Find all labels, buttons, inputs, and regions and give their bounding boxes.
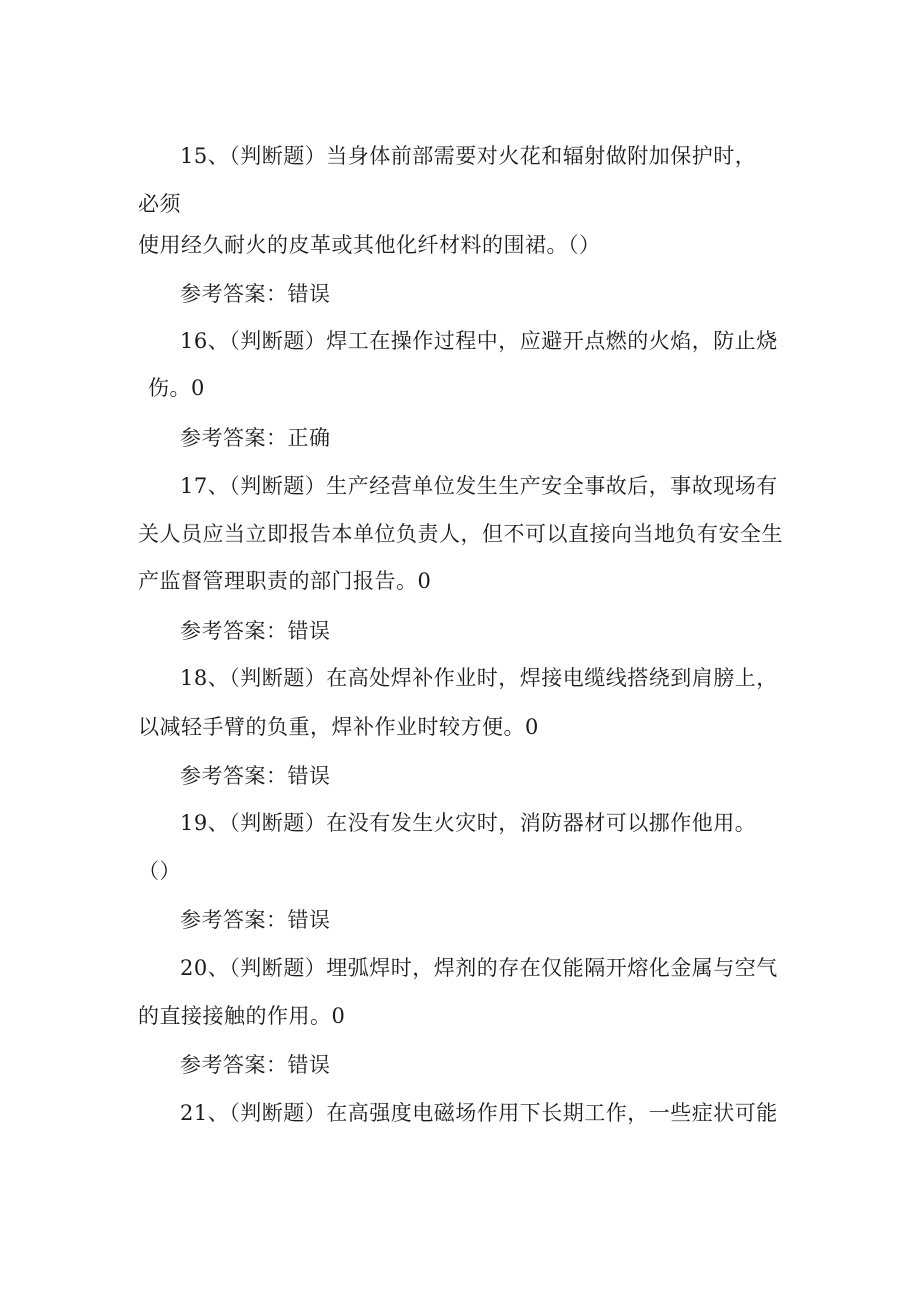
answer-18: 参考答案：错误 <box>180 764 331 788</box>
question-21-line-1: 21、（判断题）在高强度电磁场作用下长期工作，一些症状可能 <box>180 1101 778 1125</box>
answer-15: 参考答案：错误 <box>180 282 331 306</box>
question-20-line-1: 20、（判断题）埋弧焊时，焊剂的存在仅能隔开熔化金属与空气 <box>180 956 778 980</box>
question-15-line-3: 使用经久耐火的皮革或其他化纤材料的围裙。（） <box>138 233 601 257</box>
question-18-line-1: 18、（判断题）在高处焊补作业时，焊接电缆线搭绕到肩膀上， <box>180 666 778 690</box>
answer-20: 参考答案：错误 <box>180 1053 331 1077</box>
question-17-line-2: 关人员应当立即报告本单位负责人，但不可以直接向当地负有安全生 <box>138 522 783 546</box>
question-16-line-1: 16、（判断题）焊工在操作过程中，应避开点燃的火焰，防止烧 <box>180 329 778 353</box>
answer-16: 参考答案：正确 <box>180 426 331 450</box>
question-17-line-3: 产监督管理职责的部门报告。0 <box>138 569 432 593</box>
question-15-line-1: 15、（判断题）当身体前部需要对火花和辐射做附加保护时， <box>180 144 757 168</box>
question-15-line-2: 必须 <box>138 192 181 216</box>
question-20-line-2: 的直接接触的作用。0 <box>138 1004 346 1028</box>
question-16-line-2: 伤。0 <box>148 376 205 400</box>
question-19-line-1: 19、（判断题）在没有发生火灾时，消防器材可以挪作他用。 <box>180 811 757 835</box>
answer-17: 参考答案：错误 <box>180 619 331 643</box>
question-19-line-2: （） <box>138 859 181 883</box>
answer-19: 参考答案：错误 <box>180 908 331 932</box>
question-17-line-1: 17、（判断题）生产经营单位发生生产安全事故后，事故现场有 <box>180 474 778 498</box>
question-18-line-2: 以减轻手臂的负重，焊补作业时较方便。0 <box>138 715 539 739</box>
